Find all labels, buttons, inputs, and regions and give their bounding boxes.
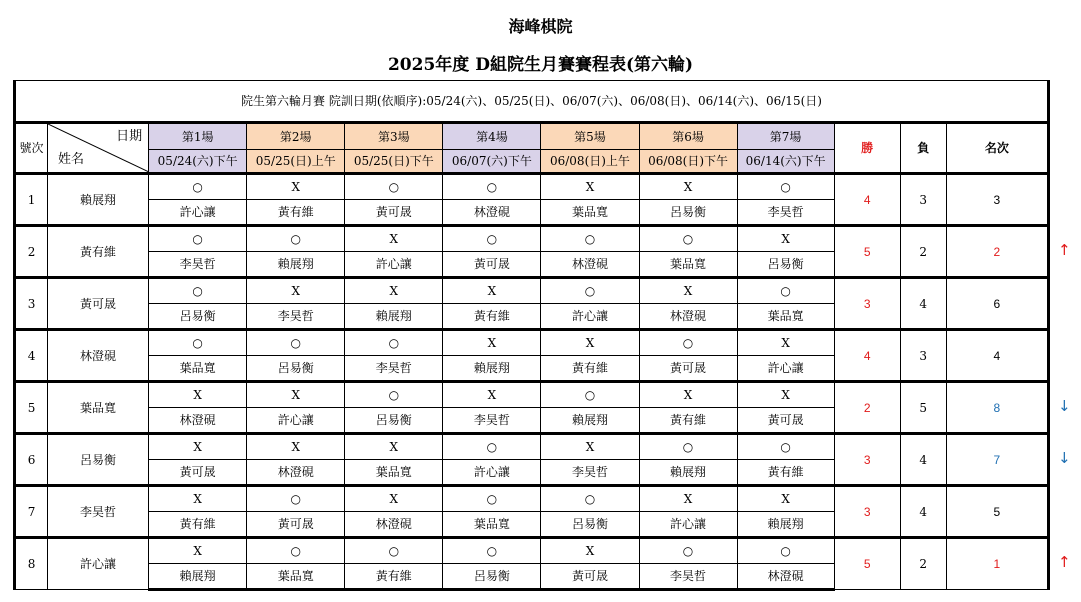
opponent-name: 黃有維 (345, 564, 443, 590)
player-row (15, 434, 1049, 460)
match-result: ○ (639, 330, 737, 356)
opponent-name: 黃可晟 (737, 408, 834, 434)
round-7-label: 第7場 (737, 123, 834, 150)
opponent-name: 李昊哲 (541, 460, 639, 486)
match-result: X (149, 382, 247, 408)
header-win: 勝 (834, 123, 900, 174)
header-date-name (48, 123, 149, 174)
opponent-name: 許心讓 (639, 512, 737, 538)
match-result: ○ (443, 174, 541, 200)
round-4-date: 06/07(六)下午 (443, 150, 541, 174)
round-1-date: 05/24(六)下午 (149, 150, 247, 174)
round-5-label: 第5場 (541, 123, 639, 150)
player-name: 黃有維 (48, 226, 149, 278)
opponent-name: 葉品寬 (737, 304, 834, 330)
player-row (15, 486, 1049, 512)
opponent-name: 賴展翔 (443, 356, 541, 382)
player-name: 賴展翔 (48, 174, 149, 226)
match-result: X (247, 278, 345, 304)
lose-count: 2 (900, 226, 946, 278)
player-row (15, 174, 1049, 200)
match-result: X (345, 278, 443, 304)
opponent-name: 賴展翔 (541, 408, 639, 434)
lose-count: 4 (900, 434, 946, 486)
match-result: ○ (247, 330, 345, 356)
opponent-name: 葉品寬 (149, 356, 247, 382)
opponent-name: 呂易衡 (345, 408, 443, 434)
round-6-label: 第6場 (639, 123, 737, 150)
opponent-name: 李昊哲 (149, 252, 247, 278)
match-result: ○ (149, 174, 247, 200)
match-result: ○ (541, 486, 639, 512)
opponent-name: 黃可晟 (247, 512, 345, 538)
round-1-label: 第1場 (149, 123, 247, 150)
opponent-name: 黃有維 (639, 408, 737, 434)
match-result: X (149, 434, 247, 460)
opponent-name: 李昊哲 (737, 200, 834, 226)
opponent-name: 呂易衡 (541, 512, 639, 538)
match-result: X (345, 486, 443, 512)
opponent-name: 許心讓 (149, 200, 247, 226)
match-result: ○ (737, 434, 834, 460)
opponent-name: 許心讓 (443, 460, 541, 486)
match-result: ○ (345, 330, 443, 356)
opponent-name: 林澄硯 (443, 200, 541, 226)
match-result: X (345, 226, 443, 252)
opponent-name: 許心讓 (247, 408, 345, 434)
opponent-name: 林澄硯 (639, 304, 737, 330)
match-result: ○ (737, 174, 834, 200)
match-result: ○ (345, 538, 443, 564)
opponent-name: 李昊哲 (443, 408, 541, 434)
opponent-name: 許心讓 (345, 252, 443, 278)
win-count: 5 (834, 538, 900, 590)
rank-up-arrow-icon: ↑ (1058, 241, 1071, 259)
win-count: 5 (834, 226, 900, 278)
opponent-name: 葉品寬 (541, 200, 639, 226)
rank-down-arrow-icon: ↓ (1058, 397, 1071, 415)
match-result: X (541, 174, 639, 200)
match-result: ○ (443, 486, 541, 512)
round-6-date: 06/08(日)下午 (639, 150, 737, 174)
match-result: X (639, 382, 737, 408)
opponent-name: 林澄硯 (247, 460, 345, 486)
win-count: 3 (834, 486, 900, 538)
match-result: X (247, 434, 345, 460)
page-subtitle: 2025年度 D組院生月賽賽程表(第六輪) (387, 55, 694, 75)
header-num: 號次 (15, 123, 48, 174)
rank-up-arrow-icon: ↑ (1058, 553, 1071, 571)
match-result: X (541, 538, 639, 564)
header-rank: 名次 (946, 123, 1048, 174)
match-result: X (247, 382, 345, 408)
player-num: 5 (15, 382, 48, 434)
match-result: X (443, 330, 541, 356)
match-result: ○ (247, 538, 345, 564)
match-result: ○ (247, 226, 345, 252)
match-result: X (443, 382, 541, 408)
player-row (15, 382, 1049, 408)
match-result: X (247, 174, 345, 200)
match-result: X (541, 330, 639, 356)
round-2-label: 第2場 (247, 123, 345, 150)
round-3-date: 05/25(日)下午 (345, 150, 443, 174)
opponent-name: 黃可晟 (541, 564, 639, 590)
match-result: ○ (541, 382, 639, 408)
match-result: ○ (149, 278, 247, 304)
player-num: 4 (15, 330, 48, 382)
opponent-name: 葉品寬 (345, 460, 443, 486)
round-4-label: 第4場 (443, 123, 541, 150)
win-count: 2 (834, 382, 900, 434)
player-num: 7 (15, 486, 48, 538)
rank-value: 3 (946, 174, 1048, 226)
schedule-table (13, 80, 1050, 591)
opponent-name: 林澄硯 (737, 564, 834, 590)
opponent-name: 葉品寬 (639, 252, 737, 278)
match-result: ○ (639, 226, 737, 252)
rank-value: 2 (946, 226, 1048, 278)
opponent-name: 呂易衡 (443, 564, 541, 590)
player-row (15, 278, 1049, 304)
player-name: 李昊哲 (48, 486, 149, 538)
opponent-name: 黃有維 (541, 356, 639, 382)
match-result: ○ (443, 538, 541, 564)
match-result: ○ (345, 174, 443, 200)
win-count: 4 (834, 174, 900, 226)
player-row (15, 330, 1049, 356)
match-result: X (639, 174, 737, 200)
match-result: X (345, 434, 443, 460)
rank-value: 6 (946, 278, 1048, 330)
opponent-name: 林澄硯 (541, 252, 639, 278)
opponent-name: 葉品寬 (443, 512, 541, 538)
opponent-name: 黃有維 (443, 304, 541, 330)
player-num: 2 (15, 226, 48, 278)
round-7-date: 06/14(六)下午 (737, 150, 834, 174)
opponent-name: 黃可晟 (149, 460, 247, 486)
opponent-name: 黃有維 (737, 460, 834, 486)
opponent-name: 許心讓 (737, 356, 834, 382)
opponent-name: 黃可晟 (345, 200, 443, 226)
round-3-label: 第3場 (345, 123, 443, 150)
match-result: ○ (737, 278, 834, 304)
match-result: ○ (149, 330, 247, 356)
player-num: 3 (15, 278, 48, 330)
lose-count: 4 (900, 278, 946, 330)
match-result: X (639, 486, 737, 512)
round-5-date: 06/08(日)上午 (541, 150, 639, 174)
opponent-name: 葉品寬 (247, 564, 345, 590)
match-result: X (541, 434, 639, 460)
opponent-name: 賴展翔 (149, 564, 247, 590)
banner-text: 院生第六輪月賽 院訓日期(依順序):05/24(六)、05/25(日)、06/07(六)、06/08(日)、06/14(六)、06/15(日) (15, 81, 1049, 123)
opponent-name: 賴展翔 (247, 252, 345, 278)
player-name: 葉品寬 (48, 382, 149, 434)
opponent-name: 林澄硯 (345, 512, 443, 538)
opponent-name: 呂易衡 (639, 200, 737, 226)
lose-count: 3 (900, 174, 946, 226)
match-result: X (149, 538, 247, 564)
opponent-name: 賴展翔 (345, 304, 443, 330)
opponent-name: 林澄硯 (149, 408, 247, 434)
opponent-name: 李昊哲 (639, 564, 737, 590)
opponent-name: 黃可晟 (639, 356, 737, 382)
player-name: 黃可晟 (48, 278, 149, 330)
match-result: X (639, 278, 737, 304)
rank-value: 4 (946, 330, 1048, 382)
win-count: 3 (834, 278, 900, 330)
header-name: 姓名 (58, 152, 85, 167)
match-result: ○ (443, 226, 541, 252)
match-result: ○ (149, 226, 247, 252)
opponent-name: 呂易衡 (149, 304, 247, 330)
match-result: ○ (541, 226, 639, 252)
opponent-name: 黃有維 (247, 200, 345, 226)
header-row-rounds (15, 123, 1049, 150)
match-result: X (737, 330, 834, 356)
rank-value: 5 (946, 486, 1048, 538)
opponent-name: 李昊哲 (345, 356, 443, 382)
player-name: 呂易衡 (48, 434, 149, 486)
lose-count: 3 (900, 330, 946, 382)
player-num: 8 (15, 538, 48, 590)
opponent-name: 賴展翔 (639, 460, 737, 486)
opponent-name: 呂易衡 (737, 252, 834, 278)
page-title: 海峰棋院 (508, 17, 573, 36)
match-result: X (149, 486, 247, 512)
lose-count: 4 (900, 486, 946, 538)
opponent-name: 黃可晟 (443, 252, 541, 278)
opponent-name: 黃有維 (149, 512, 247, 538)
match-result: ○ (345, 382, 443, 408)
win-count: 3 (834, 434, 900, 486)
match-result: X (737, 382, 834, 408)
player-row (15, 226, 1049, 252)
match-result: X (737, 486, 834, 512)
player-name: 林澄硯 (48, 330, 149, 382)
match-result: ○ (541, 278, 639, 304)
rank-value: 7 (946, 434, 1048, 486)
round-2-date: 05/25(日)上午 (247, 150, 345, 174)
lose-count: 2 (900, 538, 946, 590)
match-result: X (443, 278, 541, 304)
banner-row (15, 81, 1049, 123)
opponent-name: 呂易衡 (247, 356, 345, 382)
opponent-name: 許心讓 (541, 304, 639, 330)
player-name: 許心讓 (48, 538, 149, 590)
lose-count: 5 (900, 382, 946, 434)
rank-down-arrow-icon: ↓ (1058, 449, 1071, 467)
match-result: ○ (443, 434, 541, 460)
match-result: ○ (247, 486, 345, 512)
match-result: ○ (737, 538, 834, 564)
win-count: 4 (834, 330, 900, 382)
opponent-name: 賴展翔 (737, 512, 834, 538)
rank-value: 8 (946, 382, 1048, 434)
header-date: 日期 (116, 129, 143, 144)
rank-value: 1 (946, 538, 1048, 590)
opponent-name: 李昊哲 (247, 304, 345, 330)
player-num: 6 (15, 434, 48, 486)
match-result: X (737, 226, 834, 252)
player-row (15, 538, 1049, 564)
header-lose: 負 (900, 123, 946, 174)
player-num: 1 (15, 174, 48, 226)
match-result: ○ (639, 538, 737, 564)
match-result: ○ (639, 434, 737, 460)
